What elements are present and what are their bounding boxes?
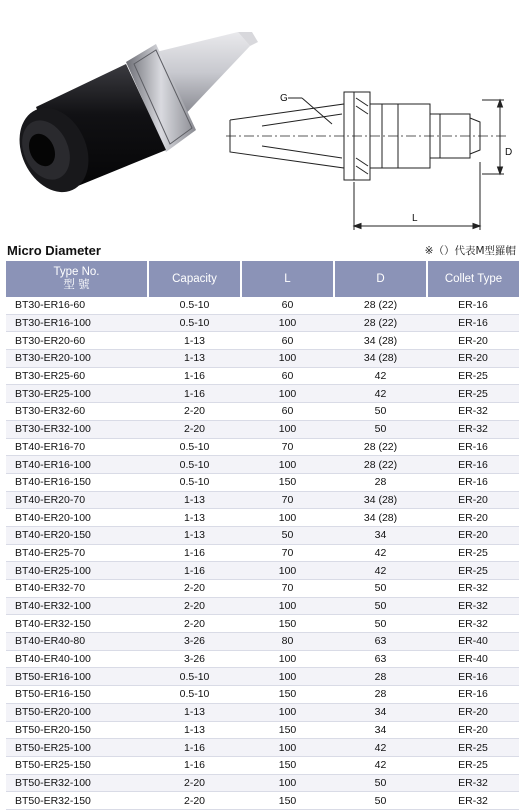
table-row — [6, 385, 519, 403]
table-row — [6, 438, 519, 456]
cell-l: 70 — [241, 491, 334, 509]
cell-type-no: BT30-ER25-100 — [6, 385, 148, 403]
cell-collet-type: ER-16 — [427, 456, 519, 474]
cell-capacity: 1-16 — [148, 756, 241, 774]
table-row — [6, 703, 519, 721]
table-row — [6, 721, 519, 739]
cell-capacity: 2-20 — [148, 597, 241, 615]
cell-collet-type: ER-16 — [427, 314, 519, 332]
cell-capacity: 3-26 — [148, 633, 241, 651]
table-body — [6, 297, 519, 809]
cell-l: 100 — [241, 314, 334, 332]
cell-collet-type: ER-32 — [427, 615, 519, 633]
cell-type-no: BT40-ER25-100 — [6, 562, 148, 580]
table-row — [6, 633, 519, 651]
spec-table — [6, 261, 519, 810]
cell-l: 150 — [241, 686, 334, 704]
cell-d: 34 — [334, 526, 427, 544]
cell-d: 28 (22) — [334, 297, 427, 314]
cell-l: 100 — [241, 385, 334, 403]
cell-l: 60 — [241, 403, 334, 421]
header-capacity: Capacity — [148, 261, 241, 297]
cell-capacity: 0.5-10 — [148, 438, 241, 456]
cell-capacity: 2-20 — [148, 420, 241, 438]
table-row — [6, 403, 519, 421]
cell-type-no: BT30-ER20-100 — [6, 350, 148, 368]
cell-l: 100 — [241, 668, 334, 686]
cell-collet-type: ER-20 — [427, 703, 519, 721]
table-row — [6, 580, 519, 598]
cell-l: 100 — [241, 650, 334, 668]
cell-type-no: BT40-ER32-70 — [6, 580, 148, 598]
header-collet-type: Collet Type — [427, 261, 519, 297]
cell-type-no: BT50-ER20-100 — [6, 703, 148, 721]
cell-type-no: BT40-ER16-100 — [6, 456, 148, 474]
cell-l: 60 — [241, 367, 334, 385]
cell-type-no: BT50-ER32-100 — [6, 774, 148, 792]
table-row — [6, 456, 519, 474]
cell-d: 42 — [334, 385, 427, 403]
cell-d: 50 — [334, 580, 427, 598]
cell-l: 60 — [241, 332, 334, 350]
cell-collet-type: ER-16 — [427, 686, 519, 704]
table-row — [6, 491, 519, 509]
table-row — [6, 739, 519, 757]
cell-d: 50 — [334, 420, 427, 438]
cell-type-no: BT40-ER32-150 — [6, 615, 148, 633]
header-type-no — [6, 261, 148, 297]
cell-d: 50 — [334, 792, 427, 810]
cell-capacity: 1-13 — [148, 350, 241, 368]
table-row — [6, 367, 519, 385]
cell-capacity: 0.5-10 — [148, 297, 241, 314]
cell-collet-type: ER-25 — [427, 385, 519, 403]
cell-d: 34 (28) — [334, 491, 427, 509]
cell-l: 100 — [241, 562, 334, 580]
cell-l: 70 — [241, 544, 334, 562]
table-row — [6, 650, 519, 668]
cell-capacity: 0.5-10 — [148, 473, 241, 491]
cell-capacity: 2-20 — [148, 403, 241, 421]
cell-l: 100 — [241, 456, 334, 474]
cell-collet-type: ER-20 — [427, 526, 519, 544]
cell-collet-type: ER-25 — [427, 756, 519, 774]
cell-d: 42 — [334, 544, 427, 562]
cell-capacity: 1-16 — [148, 544, 241, 562]
cell-d: 50 — [334, 403, 427, 421]
cell-collet-type: ER-32 — [427, 792, 519, 810]
table-row — [6, 597, 519, 615]
cell-capacity: 0.5-10 — [148, 686, 241, 704]
table-row — [6, 756, 519, 774]
cell-collet-type: ER-40 — [427, 633, 519, 651]
cell-collet-type: ER-25 — [427, 544, 519, 562]
cell-capacity: 2-20 — [148, 580, 241, 598]
cell-type-no: BT40-ER40-100 — [6, 650, 148, 668]
cell-d: 28 — [334, 686, 427, 704]
cell-l: 150 — [241, 615, 334, 633]
cell-type-no: BT30-ER16-100 — [6, 314, 148, 332]
table-row — [6, 297, 519, 314]
table-row — [6, 509, 519, 527]
table-row — [6, 544, 519, 562]
table-row — [6, 526, 519, 544]
table-row — [6, 686, 519, 704]
cell-collet-type: ER-40 — [427, 650, 519, 668]
table-row — [6, 668, 519, 686]
cell-collet-type: ER-20 — [427, 509, 519, 527]
cell-type-no: BT40-ER25-70 — [6, 544, 148, 562]
cell-l: 100 — [241, 509, 334, 527]
section-title: Micro Diameter — [7, 243, 101, 258]
cell-d: 28 (22) — [334, 456, 427, 474]
cell-capacity: 3-26 — [148, 650, 241, 668]
cell-type-no: BT50-ER16-100 — [6, 668, 148, 686]
table-row — [6, 420, 519, 438]
cell-l: 70 — [241, 438, 334, 456]
dimension-g-label: G — [280, 93, 288, 104]
cell-type-no: BT50-ER16-150 — [6, 686, 148, 704]
cell-d: 50 — [334, 615, 427, 633]
cell-d: 50 — [334, 597, 427, 615]
table-row — [6, 774, 519, 792]
cell-type-no: BT30-ER32-60 — [6, 403, 148, 421]
cell-capacity: 0.5-10 — [148, 314, 241, 332]
cell-d: 42 — [334, 367, 427, 385]
cell-capacity: 2-20 — [148, 792, 241, 810]
cell-l: 60 — [241, 297, 334, 314]
cell-capacity: 1-13 — [148, 703, 241, 721]
cell-l: 100 — [241, 703, 334, 721]
table-row — [6, 350, 519, 368]
cell-collet-type: ER-16 — [427, 297, 519, 314]
cell-d: 63 — [334, 633, 427, 651]
cell-capacity: 2-20 — [148, 774, 241, 792]
cell-d: 34 — [334, 721, 427, 739]
cell-capacity: 1-13 — [148, 491, 241, 509]
cell-d: 28 — [334, 668, 427, 686]
size-note: ※（）代表M型羅帽 — [424, 245, 516, 257]
cell-l: 150 — [241, 473, 334, 491]
cell-collet-type: ER-25 — [427, 367, 519, 385]
cell-capacity: 2-20 — [148, 615, 241, 633]
header-type-no-zh: 型 號 — [63, 279, 90, 291]
header-d: D — [334, 261, 427, 297]
table-row — [6, 615, 519, 633]
cell-type-no: BT30-ER16-60 — [6, 297, 148, 314]
cell-type-no: BT30-ER25-60 — [6, 367, 148, 385]
cell-type-no: BT50-ER25-100 — [6, 739, 148, 757]
cell-l: 150 — [241, 756, 334, 774]
cell-type-no: BT40-ER40-80 — [6, 633, 148, 651]
cell-type-no: BT40-ER16-150 — [6, 473, 148, 491]
product-images — [0, 0, 524, 238]
cell-capacity: 1-13 — [148, 526, 241, 544]
cell-l: 100 — [241, 597, 334, 615]
cell-d: 28 (22) — [334, 438, 427, 456]
cell-capacity: 1-13 — [148, 332, 241, 350]
cell-capacity: 1-16 — [148, 562, 241, 580]
cell-collet-type: ER-20 — [427, 721, 519, 739]
cell-capacity: 1-16 — [148, 739, 241, 757]
cell-d: 34 (28) — [334, 350, 427, 368]
cell-d: 28 — [334, 473, 427, 491]
cell-type-no: BT40-ER16-70 — [6, 438, 148, 456]
cell-type-no: BT40-ER20-150 — [6, 526, 148, 544]
cell-capacity: 0.5-10 — [148, 668, 241, 686]
cell-collet-type: ER-20 — [427, 332, 519, 350]
cell-collet-type: ER-16 — [427, 473, 519, 491]
cell-l: 100 — [241, 774, 334, 792]
cell-collet-type: ER-25 — [427, 739, 519, 757]
cell-capacity: 1-16 — [148, 385, 241, 403]
cell-d: 34 (28) — [334, 332, 427, 350]
table-header-row — [6, 261, 519, 297]
cell-collet-type: ER-16 — [427, 668, 519, 686]
header-type-no-en: Type No. — [53, 266, 100, 278]
cell-l: 50 — [241, 526, 334, 544]
cell-type-no: BT40-ER32-100 — [6, 597, 148, 615]
table-row — [6, 332, 519, 350]
cell-d: 28 (22) — [334, 314, 427, 332]
cell-d: 34 — [334, 703, 427, 721]
cell-capacity: 0.5-10 — [148, 456, 241, 474]
cell-type-no: BT50-ER25-150 — [6, 756, 148, 774]
cell-l: 100 — [241, 420, 334, 438]
cell-d: 42 — [334, 562, 427, 580]
cell-d: 50 — [334, 774, 427, 792]
cell-d: 63 — [334, 650, 427, 668]
dimension-l-label: L — [412, 213, 418, 224]
cell-l: 150 — [241, 721, 334, 739]
cell-capacity: 1-13 — [148, 721, 241, 739]
cell-collet-type: ER-20 — [427, 491, 519, 509]
table-row — [6, 473, 519, 491]
cell-d: 42 — [334, 756, 427, 774]
cell-collet-type: ER-32 — [427, 774, 519, 792]
cell-collet-type: ER-32 — [427, 420, 519, 438]
header-l: L — [241, 261, 334, 297]
cell-d: 42 — [334, 739, 427, 757]
cell-type-no: BT30-ER20-60 — [6, 332, 148, 350]
cell-type-no: BT30-ER32-100 — [6, 420, 148, 438]
table-row — [6, 792, 519, 810]
cell-type-no: BT40-ER20-100 — [6, 509, 148, 527]
cell-l: 100 — [241, 739, 334, 757]
cell-type-no: BT40-ER20-70 — [6, 491, 148, 509]
cell-d: 34 (28) — [334, 509, 427, 527]
cell-type-no: BT50-ER20-150 — [6, 721, 148, 739]
table-row — [6, 314, 519, 332]
cell-collet-type: ER-20 — [427, 350, 519, 368]
cell-collet-type: ER-25 — [427, 562, 519, 580]
cell-collet-type: ER-32 — [427, 403, 519, 421]
dimension-drawing — [222, 70, 520, 240]
cell-l: 100 — [241, 350, 334, 368]
cell-capacity: 1-16 — [148, 367, 241, 385]
cell-collet-type: ER-32 — [427, 580, 519, 598]
cell-collet-type: ER-16 — [427, 438, 519, 456]
cell-l: 150 — [241, 792, 334, 810]
table-row — [6, 562, 519, 580]
cell-type-no: BT50-ER32-150 — [6, 792, 148, 810]
cell-l: 80 — [241, 633, 334, 651]
cell-collet-type: ER-32 — [427, 597, 519, 615]
cell-l: 70 — [241, 580, 334, 598]
dimension-d-label: D — [505, 147, 513, 158]
cell-capacity: 1-13 — [148, 509, 241, 527]
